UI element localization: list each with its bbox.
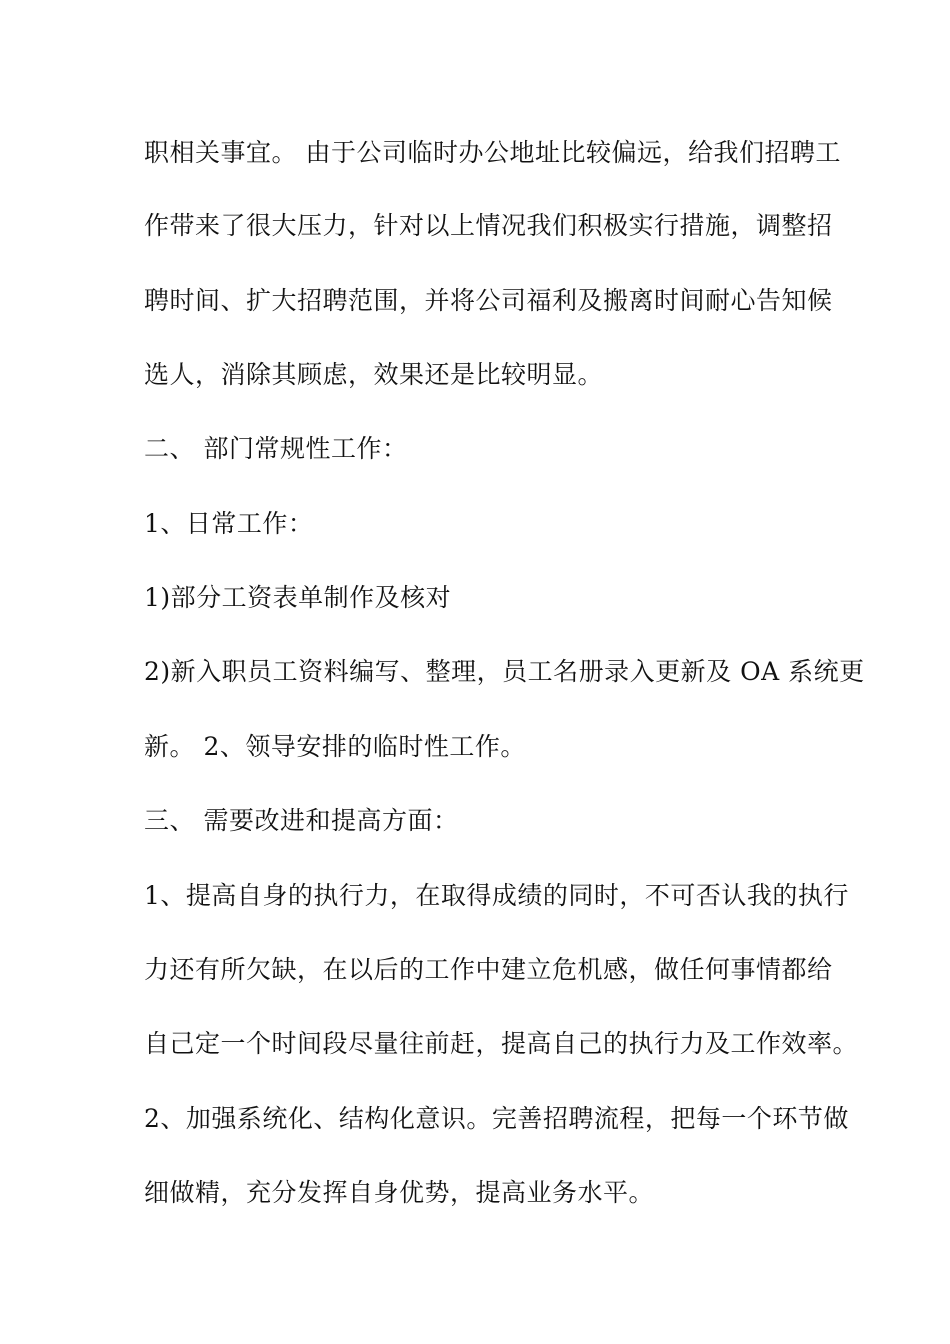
text-line: 职相关事宜。 由于公司临时办公地址比较偏远，给我们招聘工 [144,138,841,167]
subsection-heading: 1、日常工作： [144,509,314,538]
text-line: 新。 2、领导安排的临时性工作。 [144,732,526,761]
section-heading: 三、 需要改进和提高方面： [144,806,459,835]
section-heading: 二、 部门常规性工作： [144,434,408,463]
text-line: 聘时间、扩大招聘范围，并将公司福利及搬离时间耐心告知候 [144,286,833,315]
text-line: 自己定一个时间段尽量往前赶，提高自己的执行力及工作效率。 [144,1029,859,1058]
text-line: 作带来了很大压力，针对以上情况我们积极实行措施，调整招 [144,211,833,240]
list-item: 2、加强系统化、结构化意识。完善招聘流程，把每一个环节做 [144,1104,849,1133]
list-item: 1)部分工资表单制作及核对 [144,583,452,612]
list-item: 1、提高自身的执行力，在取得成绩的同时，不可否认我的执行 [144,881,849,910]
text-line: 选人，消除其顾虑，效果还是比较明显。 [144,360,604,389]
list-item: 2)新入职员工资料编写、整理，员工名册录入更新及 OA 系统更 [144,657,865,686]
text-line: 细做精，充分发挥自身优势，提高业务水平。 [144,1178,655,1207]
text-line: 力还有所欠缺，在以后的工作中建立危机感，做任何事情都给 [144,955,833,984]
